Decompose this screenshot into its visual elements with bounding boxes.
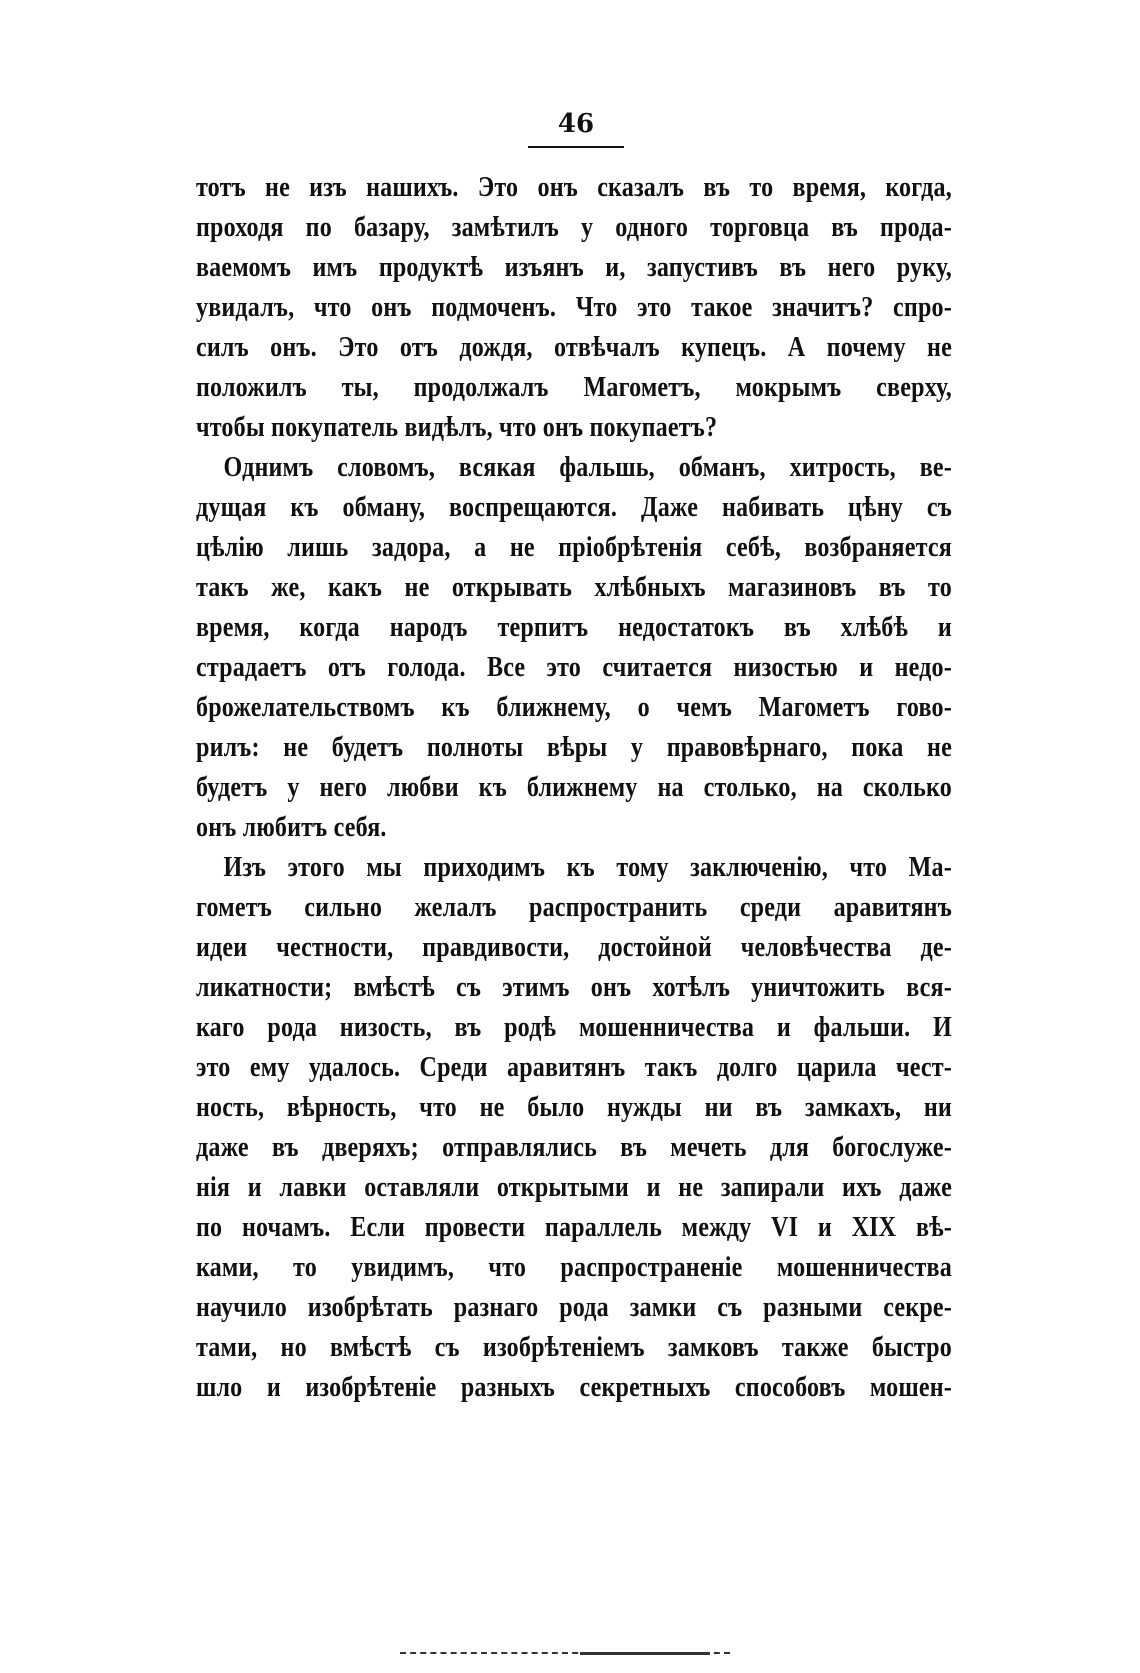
text-line: это ему удалось. Среди аравитянъ такъ долго царила чест- <box>196 1052 952 1083</box>
text-line: гометъ сильно желалъ распространить среди аравитянъ <box>196 892 952 923</box>
text-line: увидалъ, что онъ подмоченъ. Что это такое значитъ? спро- <box>196 292 952 323</box>
text-line: будетъ у него любви къ ближнему на столько, на сколько <box>196 772 952 803</box>
text-line: чтобы покупатель видѣлъ, что онъ покупаетъ? <box>196 412 718 443</box>
text-line: каго рода низость, въ родѣ мошенничества и фальши. И <box>196 1012 952 1043</box>
text-line: научило изобрѣтать разнаго рода замки съ разными секре- <box>196 1292 952 1323</box>
text-body <box>196 168 952 1408</box>
text-line: Изъ этого мы приходимъ къ тому заключенію, что Ма- <box>223 852 952 883</box>
paragraph-1 <box>196 168 952 448</box>
page-number-rule <box>528 146 624 148</box>
text-line: тотъ не изъ нашихъ. Это онъ сказалъ въ то время, когда, <box>196 172 952 203</box>
text-line: рилъ: не будетъ полноты вѣры у правовѣрнаго, пока не <box>196 732 952 763</box>
text-line: дущая къ обману, воспрещаются. Даже набивать цѣну съ <box>196 492 952 523</box>
text-line: онъ любитъ себя. <box>196 812 387 843</box>
text-line: Однимъ словомъ, всякая фальшь, обманъ, хитрость, ве- <box>223 452 952 483</box>
text-line: тами, но вмѣстѣ съ изобрѣтеніемъ замковъ также быстро <box>196 1332 952 1363</box>
text-line: шло и изобрѣтеніе разныхъ секретныхъ способовъ мошен- <box>196 1372 952 1403</box>
page-number-block <box>528 108 624 148</box>
text-line: цѣлію лишь задора, а не пріобрѣтенія себѣ, возбраняется <box>196 532 952 563</box>
text-line: ликатности; вмѣстѣ съ этимъ онъ хотѣлъ уничтожить вся- <box>196 972 952 1003</box>
text-line: силъ онъ. Это отъ дождя, отвѣчалъ купецъ. А почему не <box>196 332 952 363</box>
text-line: проходя по базару, замѣтилъ у одного торговца въ прода- <box>196 212 952 243</box>
text-line: такъ же, какъ не открывать хлѣбныхъ магазиновъ въ то <box>196 572 952 603</box>
text-line: нія и лавки оставляли открытыми и не запирали ихъ даже <box>196 1172 952 1203</box>
text-line: положилъ ты, продолжалъ Магометъ, мокрымъ сверху, <box>196 372 952 403</box>
text-line: по ночамъ. Если провести параллель между VI и XIX вѣ- <box>196 1212 952 1243</box>
text-line: ность, вѣрность, что не было нужды ни въ замкахъ, ни <box>196 1092 952 1123</box>
text-line: ваемомъ имъ продуктѣ изъянъ и, запустивъ въ него руку, <box>196 252 952 283</box>
footer-ornament-bar <box>580 1652 710 1655</box>
text-line: страдаетъ отъ голода. Все это считается низостью и недо- <box>196 652 952 683</box>
text-line: идеи честности, правдивости, достойной человѣчества де- <box>196 932 952 963</box>
text-line: время, когда народъ терпитъ недостатокъ въ хлѣбѣ и <box>196 612 952 643</box>
text-line: брожелательствомъ къ ближнему, о чемъ Магометъ гово- <box>196 692 952 723</box>
text-line: ками, то увидимъ, что распространеніе мошенничества <box>196 1252 952 1283</box>
page-number: 46 <box>557 109 595 139</box>
paragraph-2 <box>196 448 952 848</box>
paragraph-3 <box>196 848 952 1408</box>
text-line: даже въ дверяхъ; отправлялись въ мечеть для богослуже- <box>196 1132 952 1163</box>
